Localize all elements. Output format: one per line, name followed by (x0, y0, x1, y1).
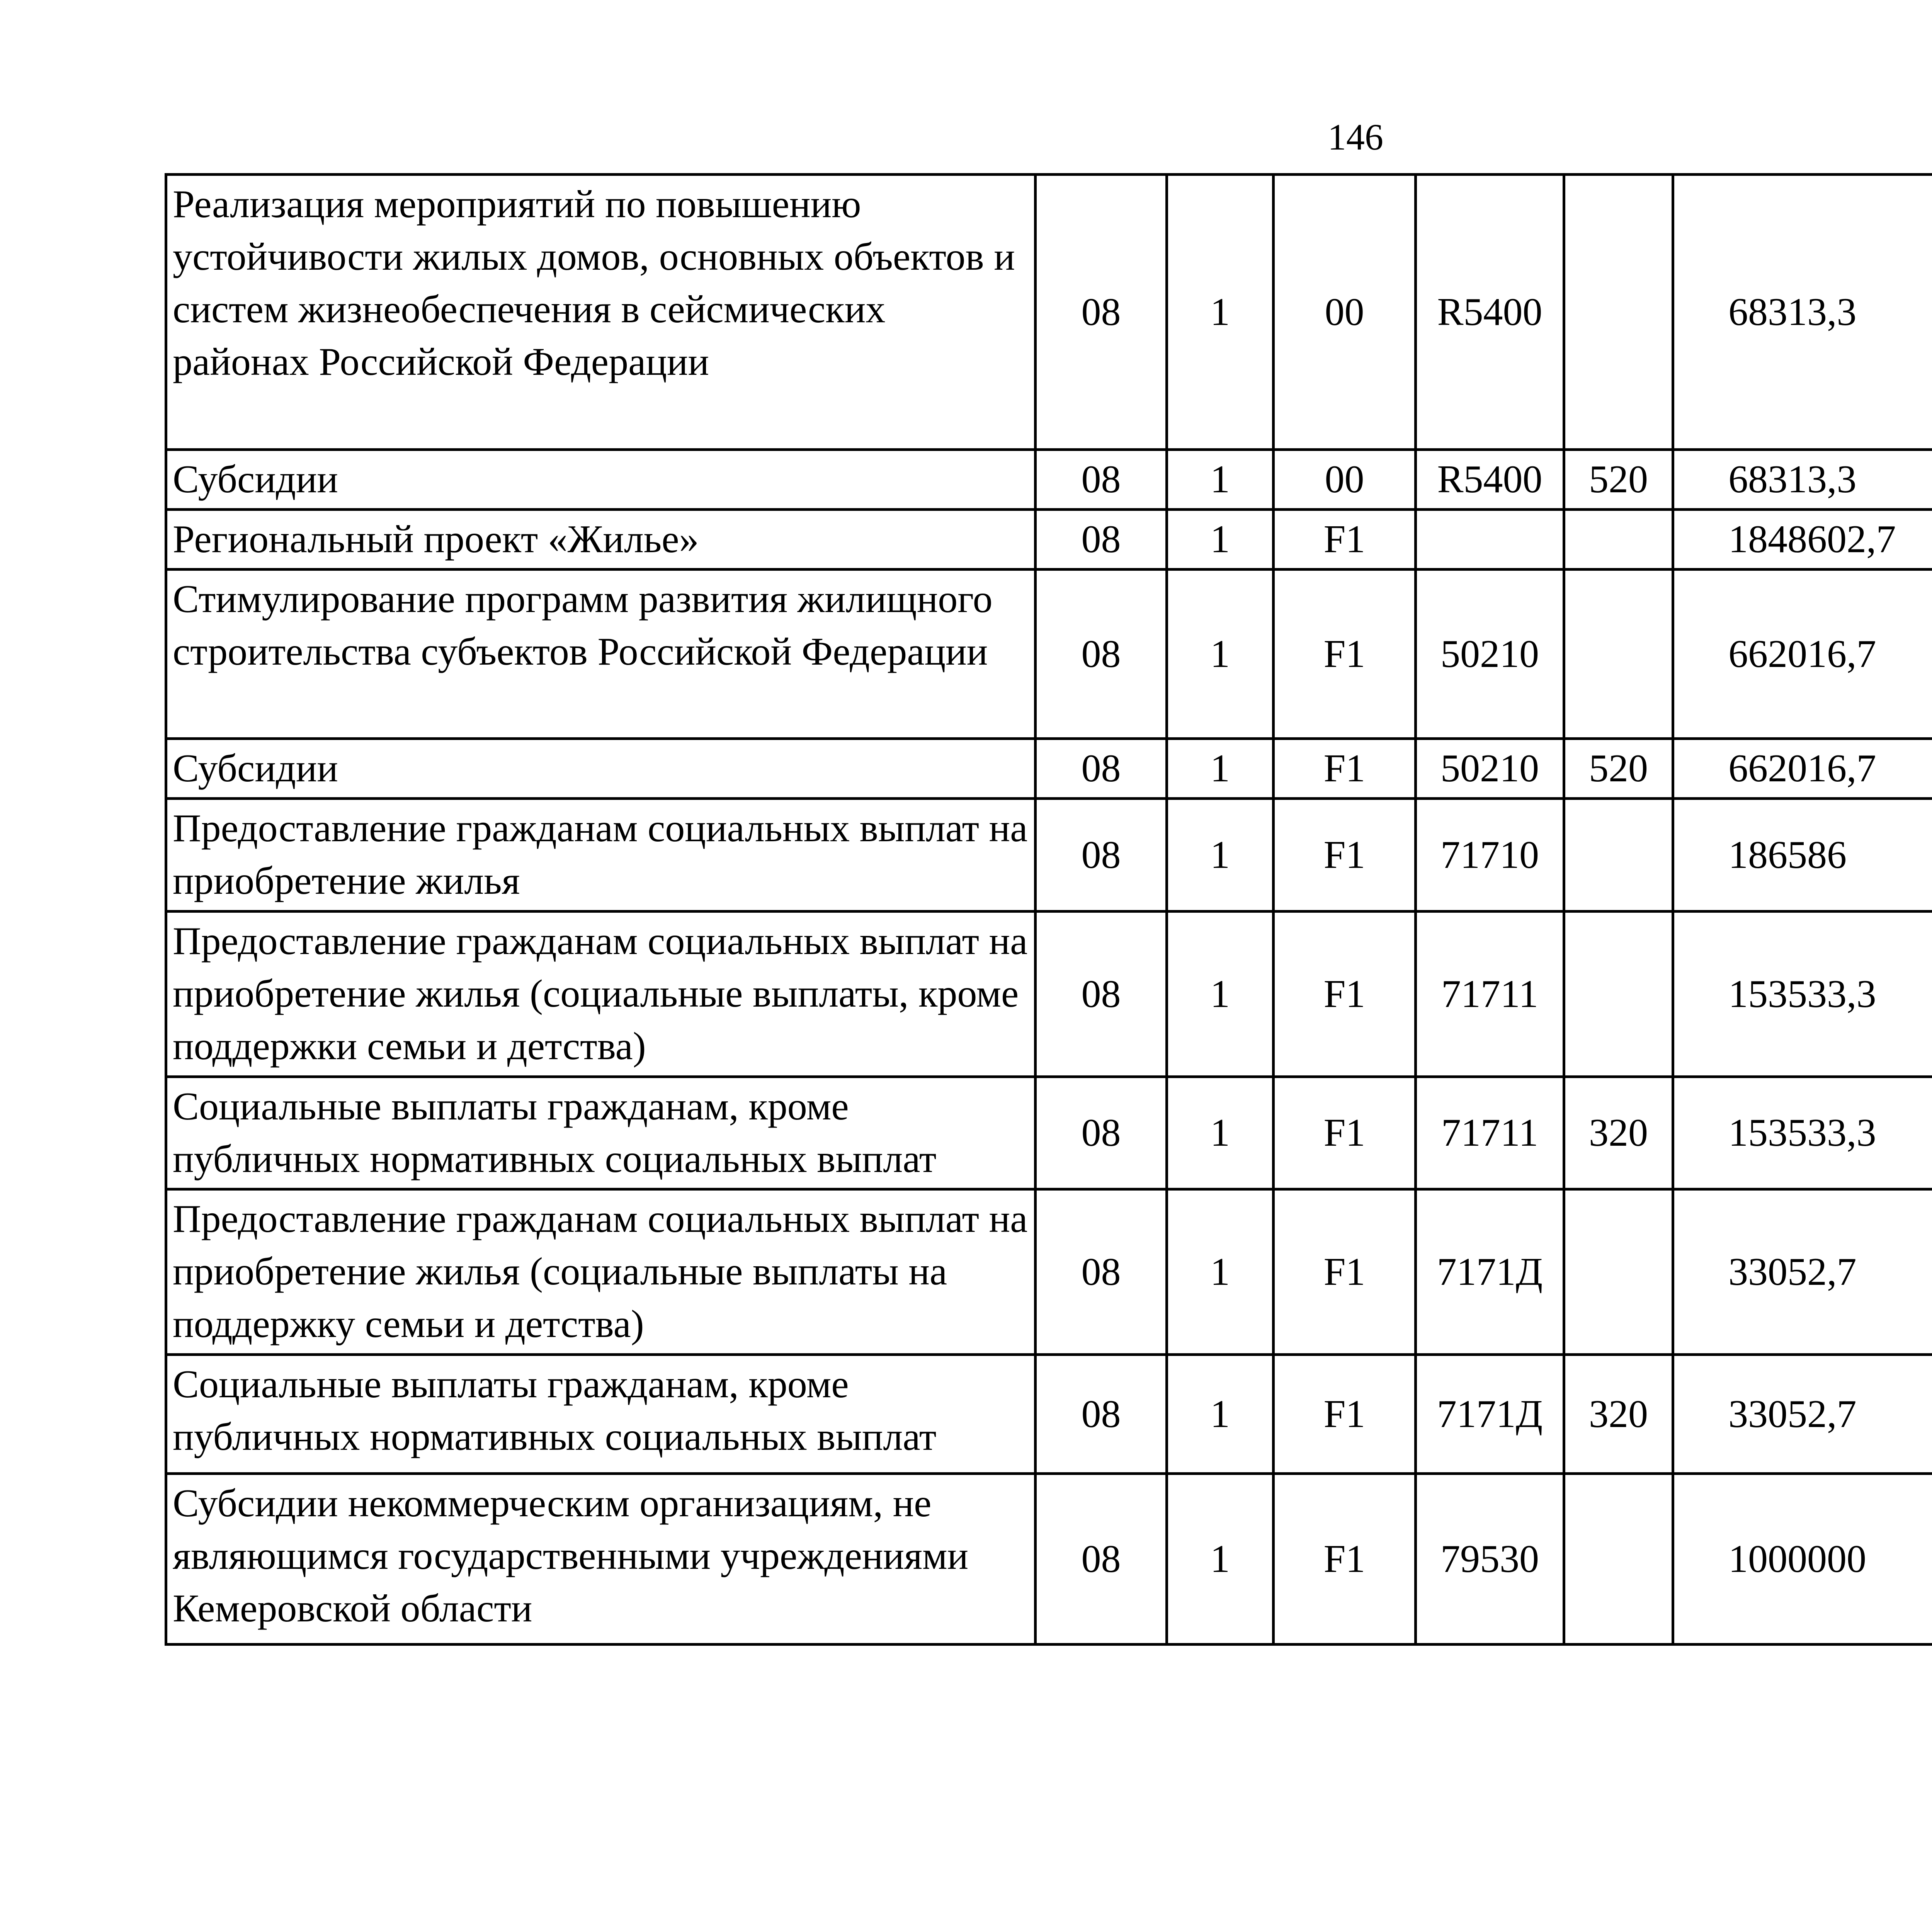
expense-type-code (1564, 1474, 1673, 1645)
row-name: Социальные выплаты гражданам, кроме публичных нормативных социальных выплат (166, 1077, 1036, 1189)
subprogram-code: F1 (1274, 799, 1416, 912)
row-name: Предоставление гражданам социальных выплат на приобретение жилья (социальные выплаты на поддержку семьи и детства) (166, 1189, 1036, 1355)
section-code: 08 (1036, 912, 1167, 1077)
amount-year1: 153533,3 (1673, 912, 1932, 1077)
section-code: 08 (1036, 175, 1167, 450)
amount-year1: 662016,7 (1673, 570, 1932, 739)
table-row (166, 175, 1932, 450)
amount-year1: 33052,7 (1673, 1355, 1932, 1474)
table-row (166, 799, 1932, 912)
target-code: 71711 (1416, 1077, 1564, 1189)
program-code: 1 (1167, 510, 1274, 570)
expense-type-code: 320 (1564, 1077, 1673, 1189)
table-row (166, 912, 1932, 1077)
amount-year1: 662016,7 (1673, 739, 1932, 799)
amount-year1: 186586 (1673, 799, 1932, 912)
target-code: 50210 (1416, 739, 1564, 799)
subprogram-code: F1 (1274, 912, 1416, 1077)
expense-type-code (1564, 912, 1673, 1077)
target-code: R5400 (1416, 450, 1564, 510)
program-code: 1 (1167, 1474, 1274, 1645)
table-row (166, 739, 1932, 799)
expense-type-code (1564, 799, 1673, 912)
budget-table (165, 173, 1932, 1646)
program-code: 1 (1167, 175, 1274, 450)
subprogram-code: F1 (1274, 739, 1416, 799)
table-row (166, 1189, 1932, 1355)
target-code: 79530 (1416, 1474, 1564, 1645)
target-code: 71711 (1416, 912, 1564, 1077)
program-code: 1 (1167, 570, 1274, 739)
expense-type-code (1564, 570, 1673, 739)
row-name: Субсидии некоммерческим организациям, не являющимся государственными учреждениями Кемеровской области (166, 1474, 1036, 1645)
row-name: Предоставление гражданам социальных выплат на приобретение жилья (166, 799, 1036, 912)
program-code: 1 (1167, 1077, 1274, 1189)
section-code: 08 (1036, 1077, 1167, 1189)
subprogram-code: F1 (1274, 510, 1416, 570)
row-name: Реализация мероприятий по повышению устойчивости жилых домов, основных объектов и систем жизнеобеспечения в сейсмических районах Российской Федерации (166, 175, 1036, 450)
subprogram-code: F1 (1274, 570, 1416, 739)
table-row (166, 1355, 1932, 1474)
table-row (166, 510, 1932, 570)
row-name: Субсидии (166, 450, 1036, 510)
row-name: Стимулирование программ развития жилищного строительства субъектов Российской Федерации (166, 570, 1036, 739)
section-code: 08 (1036, 1189, 1167, 1355)
expense-type-code: 520 (1564, 450, 1673, 510)
table-row (166, 450, 1932, 510)
target-code: 7171Д (1416, 1189, 1564, 1355)
program-code: 1 (1167, 799, 1274, 912)
section-code: 08 (1036, 1355, 1167, 1474)
expense-type-code: 320 (1564, 1355, 1673, 1474)
target-code: R5400 (1416, 175, 1564, 450)
subprogram-code: 00 (1274, 175, 1416, 450)
table-row (166, 570, 1932, 739)
expense-type-code (1564, 510, 1673, 570)
subprogram-code: 00 (1274, 450, 1416, 510)
expense-type-code (1564, 1189, 1673, 1355)
program-code: 1 (1167, 450, 1274, 510)
section-code: 08 (1036, 570, 1167, 739)
program-code: 1 (1167, 1189, 1274, 1355)
target-code: 71710 (1416, 799, 1564, 912)
amount-year1: 153533,3 (1673, 1077, 1932, 1189)
row-name: Социальные выплаты гражданам, кроме публичных нормативных социальных выплат (166, 1355, 1036, 1474)
table-row (166, 1474, 1932, 1645)
page-number: 146 (1328, 116, 1383, 158)
subprogram-code: F1 (1274, 1077, 1416, 1189)
subprogram-code: F1 (1274, 1355, 1416, 1474)
amount-year1: 68313,3 (1673, 450, 1932, 510)
program-code: 1 (1167, 1355, 1274, 1474)
target-code: 50210 (1416, 570, 1564, 739)
section-code: 08 (1036, 799, 1167, 912)
table-row (166, 1077, 1932, 1189)
program-code: 1 (1167, 912, 1274, 1077)
section-code: 08 (1036, 1474, 1167, 1645)
row-name: Субсидии (166, 739, 1036, 799)
amount-year1: 1000000 (1673, 1474, 1932, 1645)
section-code: 08 (1036, 450, 1167, 510)
section-code: 08 (1036, 739, 1167, 799)
section-code: 08 (1036, 510, 1167, 570)
amount-year1: 68313,3 (1673, 175, 1932, 450)
subprogram-code: F1 (1274, 1189, 1416, 1355)
row-name: Предоставление гражданам социальных выплат на приобретение жилья (социальные выплаты, кроме поддержки семьи и детства) (166, 912, 1036, 1077)
row-name: Региональный проект «Жилье» (166, 510, 1036, 570)
expense-type-code (1564, 175, 1673, 450)
target-code (1416, 510, 1564, 570)
program-code: 1 (1167, 739, 1274, 799)
target-code: 7171Д (1416, 1355, 1564, 1474)
expense-type-code: 520 (1564, 739, 1673, 799)
amount-year1: 1848602,7 (1673, 510, 1932, 570)
subprogram-code: F1 (1274, 1474, 1416, 1645)
amount-year1: 33052,7 (1673, 1189, 1932, 1355)
